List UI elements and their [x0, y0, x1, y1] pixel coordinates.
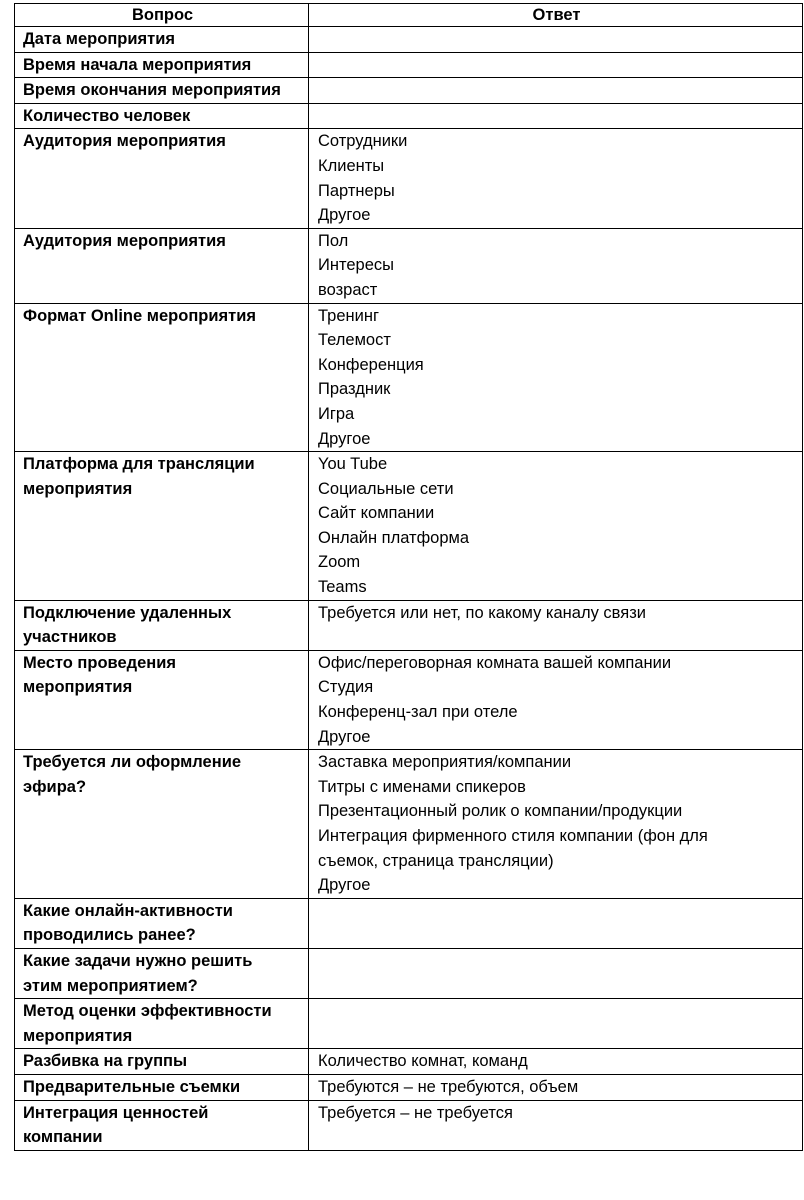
answer-cell[interactable]	[309, 452, 803, 601]
answer-option: Игра	[318, 404, 355, 423]
question-text: Платформа для трансляции мероприятия	[23, 455, 255, 498]
table-row	[15, 1100, 803, 1150]
answer-option: Teams	[318, 578, 367, 597]
table-row	[15, 27, 803, 53]
question-text: Метод оценки эффективности мероприятия	[23, 1002, 272, 1045]
question-text: Аудитория мероприятия	[23, 132, 226, 151]
answer-option: Офис/переговорная комната вашей компании	[318, 653, 672, 672]
answer-cell[interactable]	[309, 228, 803, 303]
answer-cell[interactable]	[309, 78, 803, 104]
table-row	[15, 1074, 803, 1100]
answer-option: Тренинг	[318, 306, 379, 325]
table-row	[15, 303, 803, 452]
question-cell	[15, 650, 309, 749]
answer-option: Конференц-зал при отеле	[318, 703, 518, 722]
answer-option: Социальные сети	[318, 479, 454, 498]
question-column-header: Вопрос	[15, 4, 309, 27]
question-cell	[15, 948, 309, 998]
answer-option: Требуются – не требуются, объем	[318, 1077, 579, 1096]
table-row	[15, 129, 803, 228]
question-text: Какие задачи нужно решить этим мероприятием?	[23, 951, 253, 995]
question-cell	[15, 228, 309, 303]
answer-option: Клиенты	[318, 156, 385, 175]
table-row	[15, 650, 803, 749]
question-cell	[15, 600, 309, 650]
answer-option: Другое	[318, 727, 371, 746]
question-text: Какие онлайн-активности проводились ранее?	[23, 901, 233, 945]
answer-option: Требуется – не требуется	[318, 1103, 513, 1122]
answer-option: Сайт компании	[318, 504, 435, 523]
table-row	[15, 78, 803, 104]
answer-cell[interactable]	[309, 898, 803, 948]
answer-cell[interactable]	[309, 1074, 803, 1100]
answer-option: Конференция	[318, 355, 424, 374]
question-cell	[15, 27, 309, 53]
table-row	[15, 948, 803, 998]
answer-option: Интеграция фирменного стиля компании (фон для съемок, страница трансляции)	[318, 827, 708, 870]
table-row	[15, 228, 803, 303]
question-text: Подключение удаленных участников	[23, 603, 232, 647]
answer-cell[interactable]	[309, 999, 803, 1049]
table-row	[15, 103, 803, 129]
answer-cell[interactable]	[309, 600, 803, 650]
answer-option: возраст	[318, 280, 378, 299]
question-cell	[15, 750, 309, 899]
answer-option: Сотрудники	[318, 132, 408, 151]
answer-cell[interactable]	[309, 103, 803, 129]
question-cell	[15, 52, 309, 78]
answer-option: Презентационный ролик о компании/продукции	[318, 802, 683, 821]
table-row	[15, 452, 803, 601]
answer-cell[interactable]	[309, 1049, 803, 1075]
table-row	[15, 898, 803, 948]
question-cell	[15, 1049, 309, 1075]
table-row	[15, 999, 803, 1049]
question-cell	[15, 129, 309, 228]
answer-option: Онлайн платформа	[318, 528, 470, 547]
table-row	[15, 750, 803, 899]
answer-option: Количество комнат, команд	[318, 1052, 528, 1071]
question-text: Формат Online мероприятия	[23, 306, 256, 325]
answer-cell[interactable]	[309, 129, 803, 228]
question-text: Место проведения мероприятия	[23, 653, 177, 697]
questionnaire-table	[14, 3, 803, 1151]
answer-cell[interactable]	[309, 650, 803, 749]
answer-option: Праздник	[318, 380, 391, 399]
question-text: Количество человек	[23, 106, 191, 125]
table-header-row	[15, 4, 803, 27]
answer-column-header: Ответ	[309, 4, 803, 27]
question-text: Предварительные съемки	[23, 1077, 241, 1096]
question-cell	[15, 1100, 309, 1150]
question-text: Интеграция ценностей компании	[23, 1103, 209, 1147]
answer-option: Титры с именами спикеров	[318, 777, 526, 796]
question-text: Время начала мероприятия	[23, 55, 252, 74]
answer-cell[interactable]	[309, 948, 803, 998]
answer-cell[interactable]	[309, 1100, 803, 1150]
answer-option: Заставка мероприятия/компании	[318, 753, 572, 772]
question-cell	[15, 78, 309, 104]
question-cell	[15, 303, 309, 452]
answer-option: Другое	[318, 876, 371, 895]
answer-option: Партнеры	[318, 181, 395, 200]
question-text: Время окончания мероприятия	[23, 81, 281, 100]
answer-option: Пол	[318, 231, 349, 250]
answer-option: Zoom	[318, 553, 361, 572]
answer-option: Телемост	[318, 331, 391, 350]
question-cell	[15, 898, 309, 948]
question-cell	[15, 999, 309, 1049]
question-text: Требуется ли оформление эфира?	[23, 753, 242, 796]
answer-cell[interactable]	[309, 750, 803, 899]
question-text: Аудитория мероприятия	[23, 231, 226, 250]
answer-option: Другое	[318, 206, 371, 225]
answer-option: You Tube	[318, 455, 388, 474]
answer-option: Другое	[318, 429, 371, 448]
answer-cell[interactable]	[309, 27, 803, 53]
answer-option: Требуется или нет, по какому каналу связи	[318, 603, 646, 622]
table-body	[15, 27, 803, 1151]
table-row	[15, 52, 803, 78]
answer-option: Интересы	[318, 256, 394, 275]
question-cell	[15, 452, 309, 601]
question-cell	[15, 1074, 309, 1100]
answer-cell[interactable]	[309, 303, 803, 452]
question-text: Дата мероприятия	[23, 30, 175, 48]
table-row	[15, 1049, 803, 1075]
question-cell	[15, 103, 309, 129]
question-text: Разбивка на группы	[23, 1052, 188, 1071]
answer-option: Студия	[318, 678, 374, 697]
table-row	[15, 600, 803, 650]
answer-cell[interactable]	[309, 52, 803, 78]
